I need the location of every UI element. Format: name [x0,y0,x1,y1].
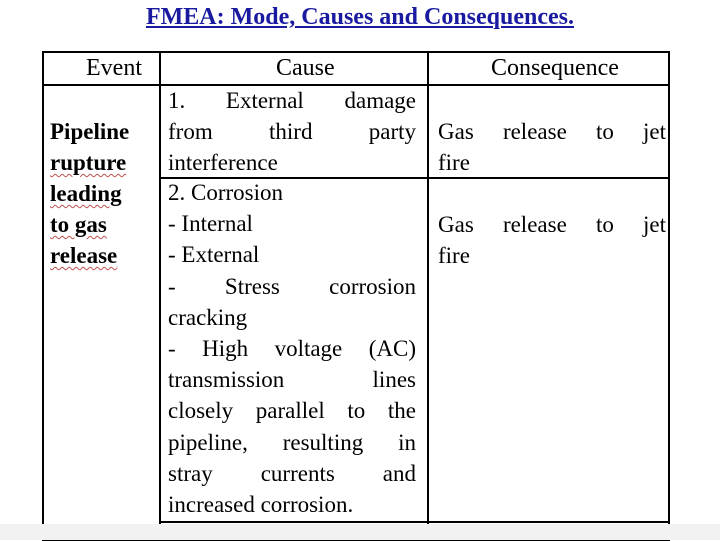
cause-consequence-divider [427,51,429,541]
cause-line: closely parallel to the [168,398,416,424]
row2-divider [159,521,670,523]
cause-line: - External [168,242,260,268]
row1-cause-cell [168,85,416,179]
event-cell [50,116,160,271]
event-line: leading [50,181,122,206]
cause-line: transmission lines [168,367,416,393]
event-line: release [50,243,118,268]
header-consequence: Consequence [491,55,619,81]
cause-line: interference [168,150,278,176]
cause-line: from third party [168,119,416,145]
event-line: rupture [50,150,127,175]
event-line: to gas [50,212,107,237]
slide-title: FMEA: Mode, Causes and Consequences. [145,4,574,30]
row2-cause-cell [168,177,416,520]
cause-line: pipeline, resulting in [168,429,416,455]
consequence-line: fire [438,150,470,175]
row2-consequence-cell [438,209,666,271]
cause-line: - Internal [168,211,253,237]
event-line: Pipeline [50,119,130,144]
header-cause: Cause [276,55,335,81]
consequence-line: fire [438,243,470,268]
cause-line: 2. Corrosion [168,180,283,205]
header-event: Event [86,55,142,81]
cause-line: stray currents and [168,460,416,486]
cause-line: - Stress corrosion [168,273,416,299]
slide-bottom-edge [0,524,720,540]
cause-line: - High voltage (AC) [168,336,416,362]
cause-line: cracking [168,304,248,330]
consequence-line: Gas release to jet [438,212,666,237]
row1-consequence-cell [438,116,666,178]
cause-line: increased corrosion. [168,492,354,518]
consequence-line: Gas release to jet [438,119,666,144]
cause-line: 1. External damage [168,88,416,113]
